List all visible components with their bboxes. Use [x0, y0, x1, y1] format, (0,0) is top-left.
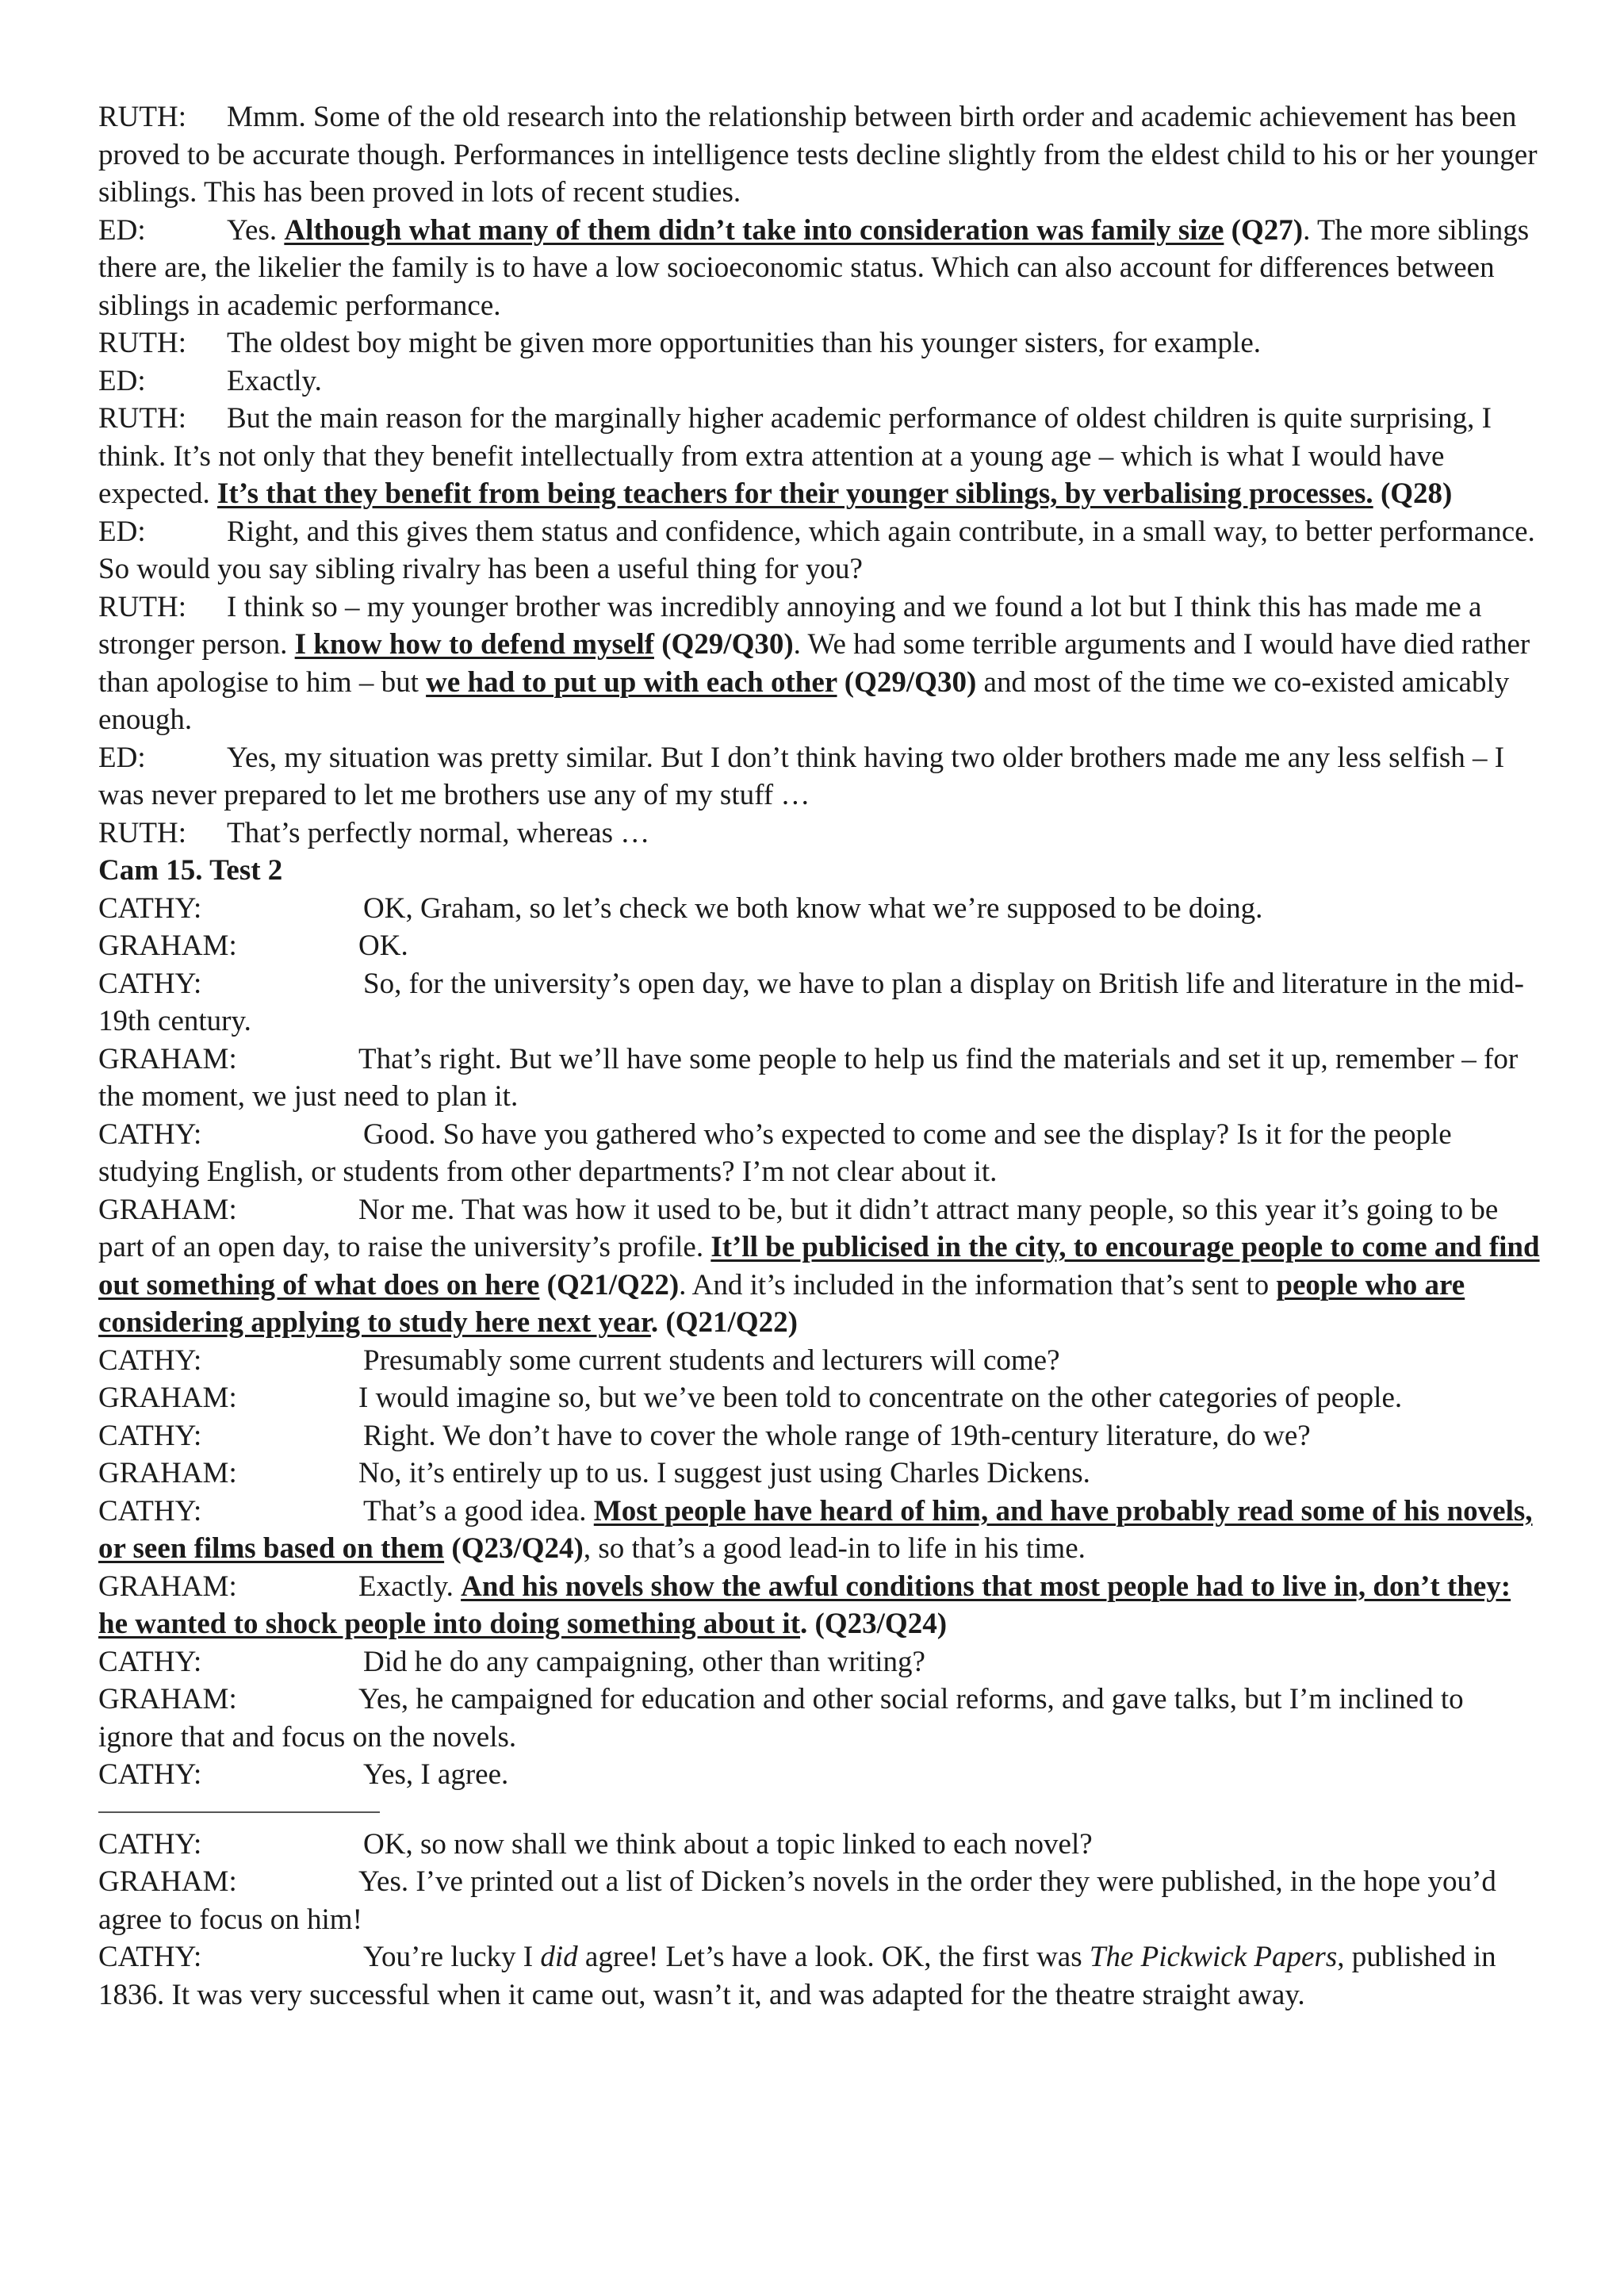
dialogue-line: [98, 1493, 1540, 1568]
speaker-label: CATHY:: [98, 1117, 202, 1151]
line-text: No, it’s entirely up to us. I suggest just using Charles Dickens.: [358, 1457, 1090, 1489]
answer-highlight: It’ll be publicised in the city, to encourage people to come and find out something of what does on here: [98, 1231, 1540, 1301]
line-text: Presumably some current students and lecturers will come?: [363, 1343, 1060, 1377]
dialogue-line: [98, 1643, 1540, 1681]
answer-highlight: people who are considering applying to study here next year: [98, 1268, 1465, 1339]
speaker-label: CATHY:: [98, 1645, 202, 1678]
dialogue-line: [98, 815, 1540, 853]
speaker-label: CATHY:: [98, 1343, 202, 1377]
answer-highlight: It’s that they benefit from being teachers for their younger siblings, by verbalising processes.: [216, 477, 1373, 510]
answer-highlight: we had to put up with each other: [426, 665, 837, 699]
line-text: But the main reason for the marginally higher academic performance of oldest children is quite surprising, I think. It’s not only that they benefit intellectually from extra attention at a young age – which is what I would have expected.: [98, 402, 1492, 510]
dialogue-line: [98, 1826, 1540, 1864]
transcript-section-ruth-ed: [98, 98, 1540, 852]
speaker-label: CATHY:: [98, 1827, 202, 1861]
speaker-label: RUTH:: [98, 101, 186, 133]
question-ref: (Q23/Q24): [444, 1532, 584, 1565]
line-text: So, for the university’s open day, we have to plan a display on British life and literature in the mid-19th century.: [98, 967, 1524, 1037]
dialogue-line: [98, 927, 1540, 965]
dialogue-line: [98, 1756, 1540, 1794]
dialogue-line: [98, 1417, 1540, 1455]
dialogue-line: [98, 362, 1540, 401]
transcript-section-cathy-graham: [98, 890, 1540, 1794]
dialogue-line: [98, 588, 1540, 739]
line-text: Yes, I agree.: [363, 1758, 509, 1791]
line-text: OK.: [358, 930, 408, 962]
speaker-label: ED:: [98, 515, 146, 548]
section-heading: Cam 15. Test 2: [98, 854, 283, 887]
speaker-label: CATHY:: [98, 1494, 202, 1527]
speaker-label: GRAHAM:: [98, 1382, 237, 1414]
line-text: Nor me. That was how it used to be, but it didn’t attract many people, so this year it’s going to be part of an open day, to raise the university’s profile.: [98, 1193, 1499, 1263]
dialogue-line: [98, 1568, 1540, 1643]
dialogue-line: [98, 1342, 1540, 1380]
answer-highlight: And his novels show the awful conditions that most people had to live in, don’t they: he wanted to shock people into doing something about it: [98, 1570, 1511, 1640]
dialogue-line: [98, 212, 1540, 325]
line-text: I think so – my younger brother was incredibly annoying and we found a lot but I think this has made me a stronger person.: [98, 590, 1482, 661]
dialogue-line: [98, 965, 1540, 1041]
question-ref: (Q28): [1373, 477, 1453, 510]
speaker-label: GRAHAM:: [98, 1865, 237, 1898]
transcript-section-continued: [98, 1826, 1540, 2014]
dialogue-line: [98, 1041, 1540, 1116]
line-text: . And it’s included in the information that’s sent to: [679, 1268, 1277, 1301]
line-text: agree! Let’s have a look. OK, the first was: [577, 1941, 1090, 1973]
emphasis-text: did: [540, 1941, 578, 1973]
speaker-label: GRAHAM:: [98, 1570, 237, 1603]
speaker-label: RUTH:: [98, 327, 186, 359]
line-text: , so that’s a good lead-in to life in his time.: [583, 1532, 1086, 1565]
line-text: and most of the time we co-existed amicably enough.: [98, 665, 1510, 736]
line-text: Right. We don’t have to cover the whole range of 19th-century literature, do we?: [363, 1419, 1311, 1452]
question-ref: (Q27): [1224, 213, 1304, 247]
line-text: That’s a good idea.: [363, 1494, 594, 1527]
line-text: OK, Graham, so let’s check we both know what we’re supposed to be doing.: [363, 891, 1263, 925]
line-text: . We had some terrible arguments and I would have died rather than apologise to him – but: [98, 628, 1530, 699]
dialogue-line: [98, 1379, 1540, 1417]
book-title: The Pickwick Papers: [1089, 1941, 1338, 1973]
dialogue-line: [98, 1863, 1540, 1938]
speaker-label: CATHY:: [98, 1758, 202, 1791]
answer-highlight: Although what many of them didn’t take into consideration was family size: [284, 213, 1224, 247]
line-text: Exactly.: [227, 364, 322, 397]
speaker-label: CATHY:: [98, 1419, 202, 1452]
line-text: Yes, my situation was pretty similar. But I don’t think having two older brothers made me any less selfish – I was never prepared to let me brothers use any of my stuff …: [98, 741, 1505, 811]
speaker-label: GRAHAM:: [98, 930, 237, 962]
question-ref: . (Q23/Q24): [800, 1608, 948, 1640]
speaker-label: GRAHAM:: [98, 1457, 237, 1489]
line-text: Good. So have you gathered who’s expected to come and see the display? Is it for the people studying English, or students from other departments? I’m not clear about it.: [98, 1117, 1452, 1188]
line-text: That’s right. But we’ll have some people to help us find the materials and set it up, remember – for the moment, we just need to plan it.: [98, 1042, 1519, 1113]
line-text: Yes.: [227, 213, 285, 247]
dialogue-line: [98, 1116, 1540, 1191]
question-ref: (Q29/Q30): [653, 628, 794, 661]
line-text: You’re lucky I: [363, 1941, 541, 1973]
section-divider: [98, 1811, 380, 1813]
speaker-label: CATHY:: [98, 967, 202, 1000]
document-page: [98, 98, 1540, 2014]
answer-highlight: Most people have heard of him, and have probably read some of his novels, or seen films based on them: [98, 1494, 1533, 1565]
line-text: That’s perfectly normal, whereas …: [227, 816, 650, 849]
speaker-label: ED:: [98, 364, 146, 397]
speaker-label: RUTH:: [98, 402, 186, 435]
question-ref: . (Q21/Q22): [650, 1306, 798, 1339]
line-text: Yes. I’ve printed out a list of Dicken’s novels in the order they were published, in the hope you’d agree to focus on him!: [98, 1865, 1496, 1936]
line-text: Yes, he campaigned for education and other social reforms, and gave talks, but I’m inclined to ignore that and focus on the novels.: [98, 1683, 1464, 1754]
speaker-label: GRAHAM:: [98, 1193, 237, 1226]
dialogue-line: [98, 739, 1540, 815]
line-text: OK, so now shall we think about a topic linked to each novel?: [363, 1827, 1093, 1861]
speaker-label: RUTH:: [98, 816, 186, 849]
dialogue-line: [98, 550, 1540, 588]
speaker-label: ED:: [98, 741, 146, 774]
speaker-label: GRAHAM:: [98, 1042, 237, 1075]
dialogue-line: [98, 98, 1540, 212]
line-text: I would imagine so, but we’ve been told to concentrate on the other categories of people.: [358, 1382, 1403, 1414]
dialogue-line: [98, 400, 1540, 513]
question-ref: (Q29/Q30): [837, 665, 977, 699]
dialogue-line: [98, 1938, 1540, 2014]
dialogue-line: [98, 890, 1540, 928]
dialogue-line: [98, 513, 1540, 551]
dialogue-line: [98, 1681, 1540, 1756]
line-text: . The more siblings there are, the likelier the family is to have a low socioeconomic status. Which can also account for differences between siblings in academic performance.: [98, 213, 1530, 322]
question-ref: (Q21/Q22): [539, 1268, 680, 1301]
speaker-label: CATHY:: [98, 1941, 202, 1973]
line-text: The oldest boy might be given more opportunities than his younger sisters, for example.: [227, 327, 1261, 359]
speaker-label: ED:: [98, 213, 146, 247]
speaker-label: GRAHAM:: [98, 1683, 237, 1715]
speaker-label: CATHY:: [98, 891, 202, 925]
line-text: Exactly.: [358, 1570, 462, 1603]
line-text: Did he do any campaigning, other than writing?: [363, 1645, 925, 1678]
line-text: , published in 1836. It was very successful when it came out, wasn’t it, and was adapted for the theatre straight away.: [98, 1941, 1496, 2011]
dialogue-line: [98, 324, 1540, 362]
dialogue-line: [98, 1455, 1540, 1493]
dialogue-line: [98, 1191, 1540, 1342]
line-text: Mmm. Some of the old research into the relationship between birth order and academic achievement has been proved to be accurate though. Performances in intelligence tests decline slightly from the eldest child to his or her younger siblings. This has been proved in lots of recent studies.: [98, 101, 1538, 209]
speaker-label: RUTH:: [98, 590, 186, 623]
answer-highlight: I know how to defend myself: [294, 628, 654, 661]
line-text: Right, and this gives them status and confidence, which again contribute, in a small way, to better performance.: [227, 515, 1535, 548]
line-text: So would you say sibling rivalry has been a useful thing for you?: [98, 553, 863, 585]
